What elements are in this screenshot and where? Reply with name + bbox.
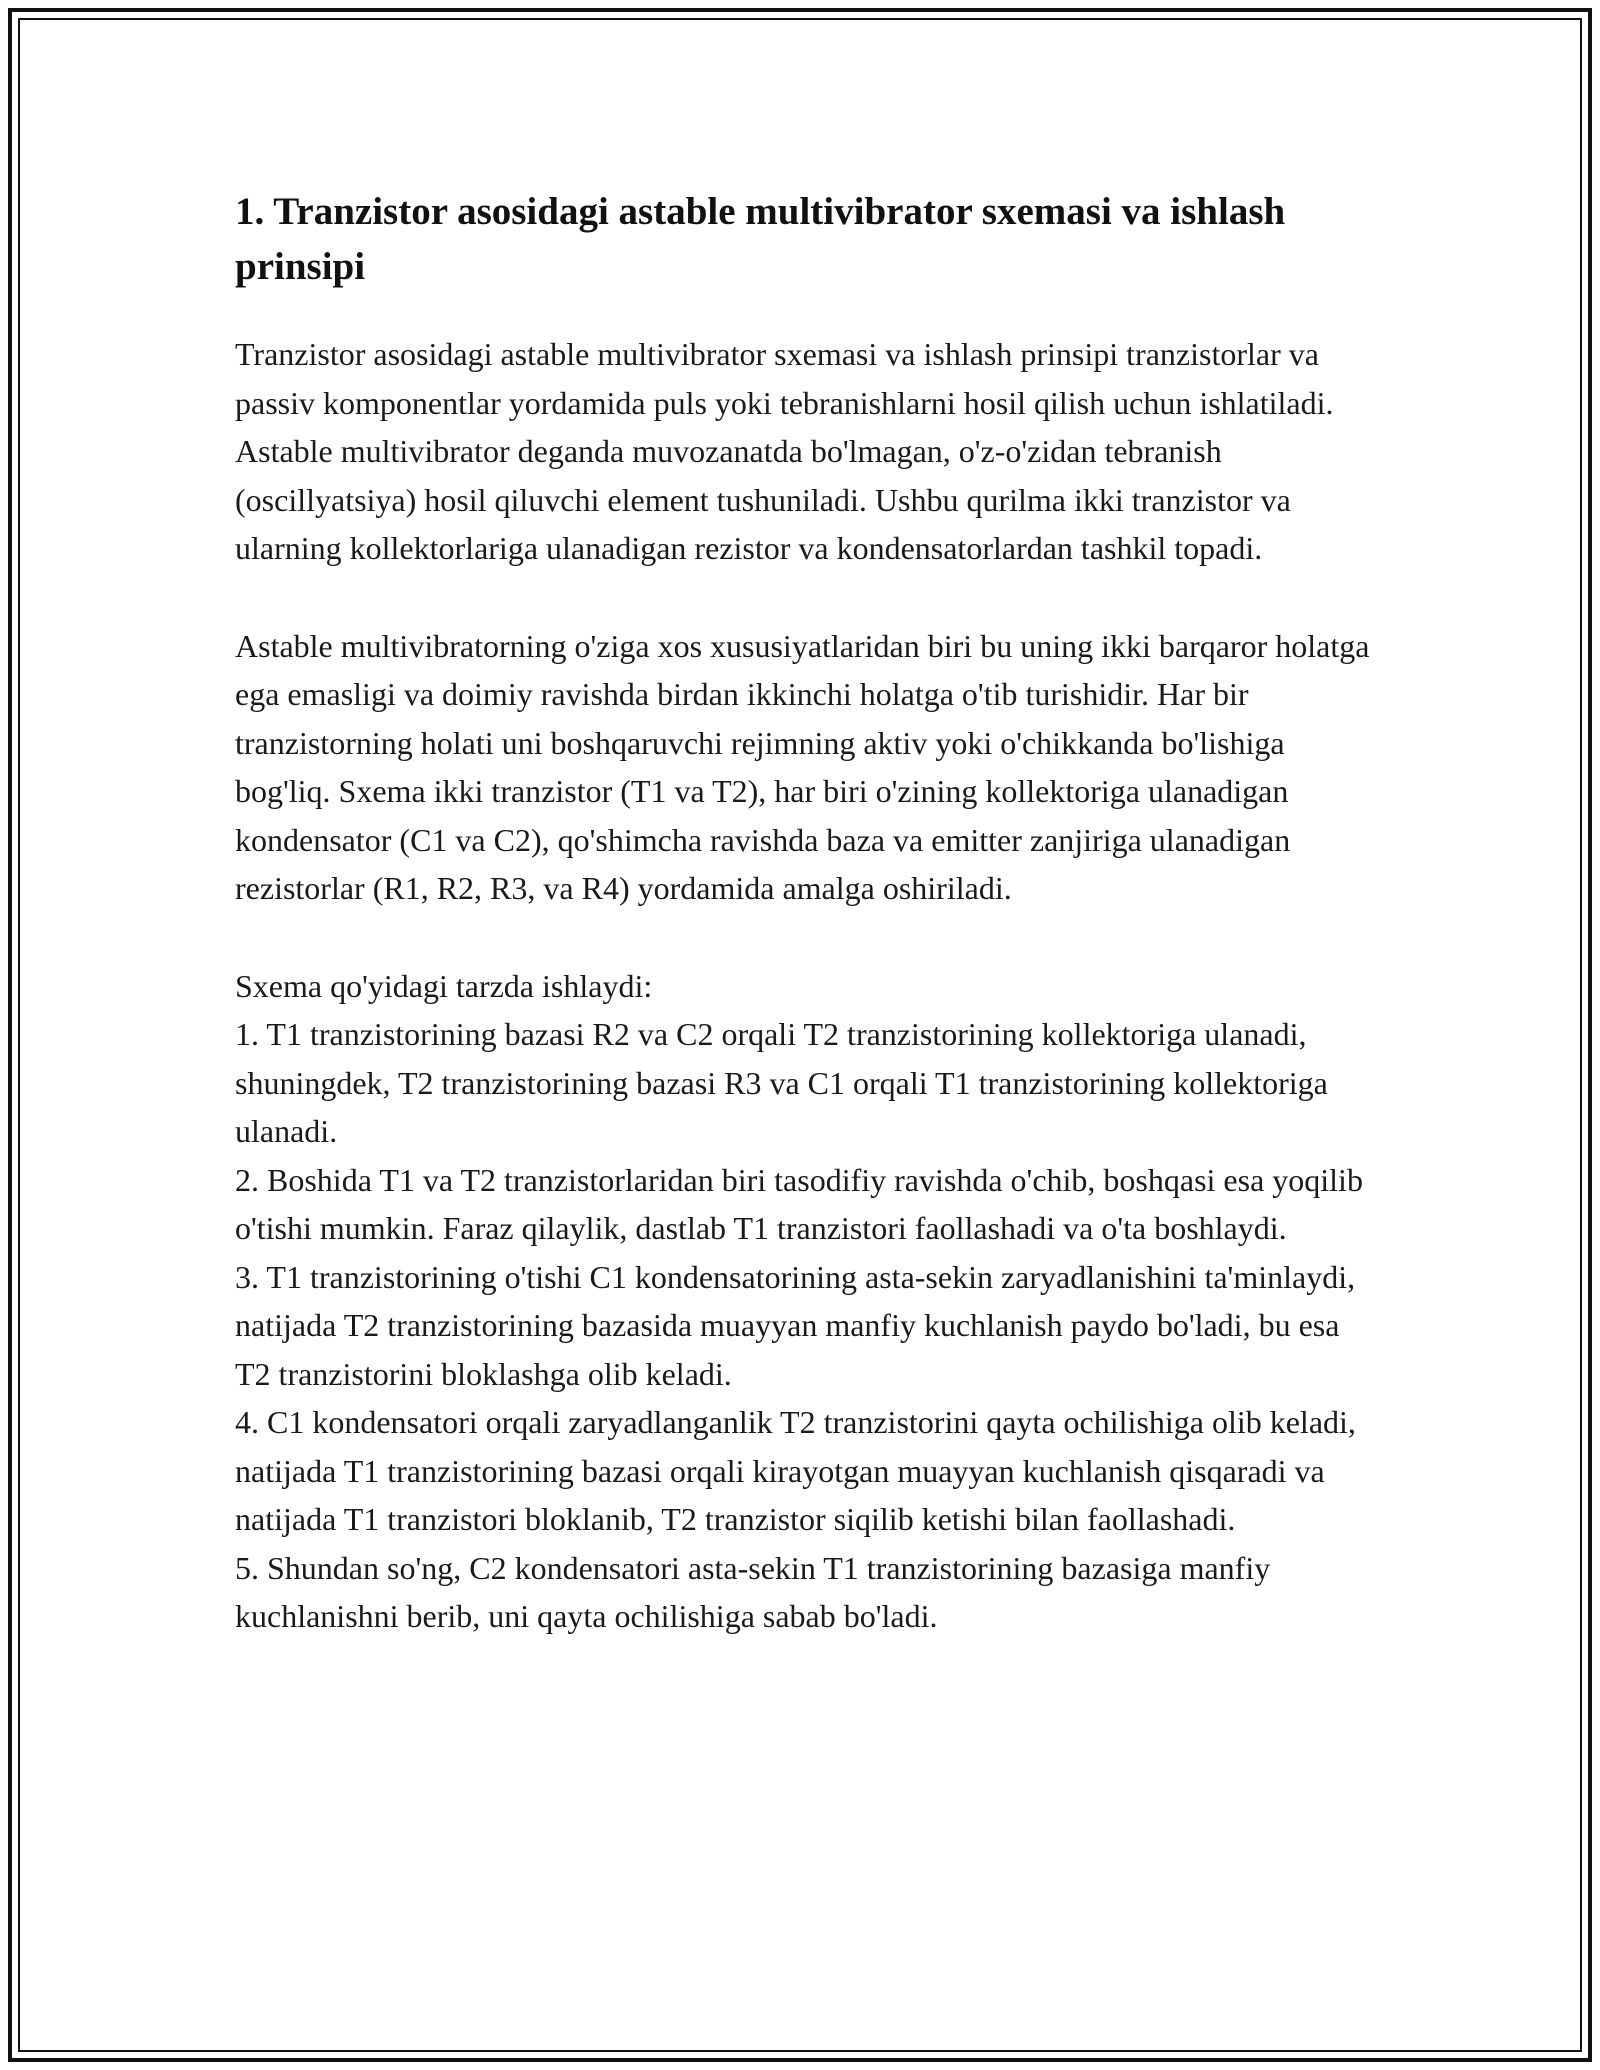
step-item-5: 5. Shundan so'ng, C2 kondensatori asta-sekin T1 tranzistorining bazasiga manfiy kuchlanishni berib, uni qayta ochilishiga sabab bo'ladi. xyxy=(235,1549,1271,1634)
paragraph-introduction: Tranzistor asosidagi astable multivibrator sxemasi va ishlash prinsipi tranzistorlar va passiv komponentlar yordamida puls yoki tebranishlarni hosil qilish uchun ishlatiladi. Astable multivibrator deganda muvozanatda bo'lmagan, o'z-o'zidan tebranish (oscillyatsiya) hosil qiluvchi element tushuniladi. Ushbu qurilma ikki tranzistor va ularning kollektorlariga ulanadigan rezistor va kondensatorlardan tashkil topadi. xyxy=(235,336,1334,566)
step-item-4: 4. C1 kondensatori orqali zaryadlanganlik T2 tranzistorini qayta ochilishiga olib keladi, natijada T1 tranzistorining bazasi orqali kirayotgan muayyan kuchlanish qisqaradi va natijada T1 tranzistori bloklanib, T2 tranzistor siqilib ketishi bilan faollashadi. xyxy=(235,1404,1356,1537)
document-body xyxy=(235,184,1375,1641)
steps-intro: Sxema qo'yidagi tarzda ishlaydi: xyxy=(235,967,653,1004)
paragraph-characteristics: Astable multivibratorning o'ziga xos xususiyatlaridan biri bu uning ikki barqaror holatga ega emasligi va doimiy ravishda birdan ikkinchi holatga o'tib turishidir. Har bir tranzistorning holati uni boshqaruvchi rejimning aktiv yoki o'chikkanda bo'lishiga bog'liq. Sxema ikki tranzistor (T1 va T2), har biri o'zining kollektoriga ulanadigan kondensator (C1 va C2), qo'shimcha ravishda baza va emitter zanjiriga ulanadigan rezistorlar (R1, R2, R3, va R4) yordamida amalga oshiriladi. xyxy=(235,627,1370,906)
step-item-3: 3. T1 tranzistorining o'tishi C1 kondensatorining asta-sekin zaryadlanishini ta'minlaydi, natijada T2 tranzistorining bazasida muayyan manfiy kuchlanish paydo bo'ladi, bu esa T2 tranzistorini bloklashga olib keladi. xyxy=(235,1258,1356,1392)
working-steps xyxy=(235,962,1375,1641)
document-title: 1. Tranzistor asosidagi astable multivibrator sxemasi va ishlash prinsipi xyxy=(235,190,1286,288)
step-item-2: 2. Boshida T1 va T2 tranzistorlaridan biri tasodifiy ravishda o'chib, boshqasi esa yoqilib o'tishi mumkin. Faraz qilaylik, dastlab T1 tranzistori faollashadi va o'ta boshlaydi. xyxy=(235,1161,1363,1246)
step-item-1: 1. T1 tranzistorining bazasi R2 va C2 orqali T2 tranzistorining kollektoriga ulanadi, shuningdek, T2 tranzistorining bazasi R3 va C1 orqali T1 tranzistorining kollektoriga ulanadi. xyxy=(235,1016,1328,1149)
